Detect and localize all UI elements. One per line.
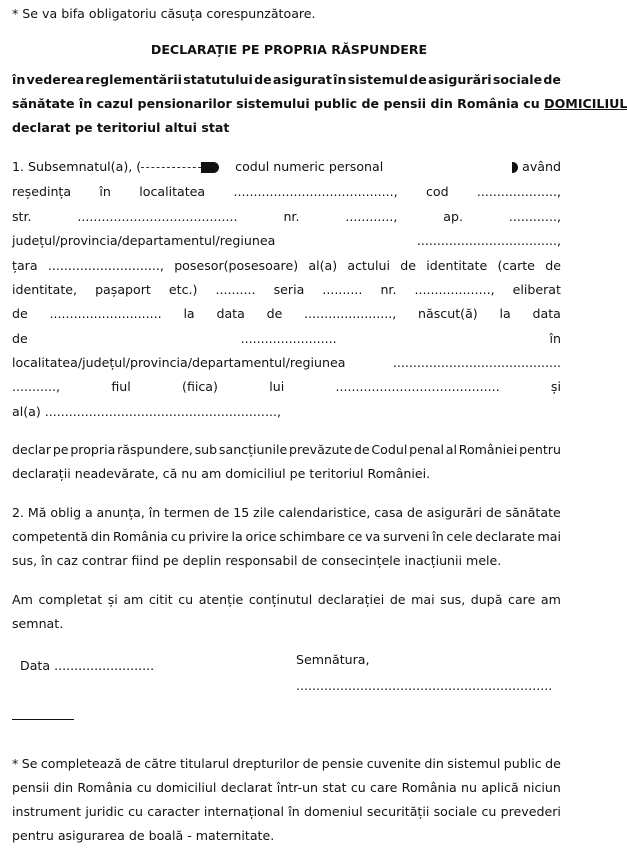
- word: termen: [164, 505, 210, 520]
- word: localitatea: [139, 184, 206, 199]
- word: 2.: [12, 505, 25, 520]
- word: ........................................,: [233, 184, 398, 199]
- word: și: [550, 379, 561, 394]
- cnp-label: codul numeric personal: [235, 159, 384, 174]
- p2-line-1: [12, 505, 561, 520]
- word: la: [183, 306, 195, 321]
- word: cu: [136, 780, 152, 795]
- word: al: [445, 442, 458, 457]
- name-field: [141, 167, 201, 168]
- word: de: [12, 331, 28, 346]
- word: sub: [194, 442, 218, 457]
- word: ...................,: [414, 282, 495, 297]
- word: str.: [12, 209, 32, 224]
- word: din: [424, 756, 444, 771]
- word: ..........................................: [392, 355, 561, 370]
- declar-line-1: [12, 442, 561, 457]
- word: de: [389, 592, 406, 607]
- footnote-line-2: [12, 780, 561, 795]
- word: penal: [409, 442, 445, 457]
- word: declarat: [220, 780, 273, 795]
- word: nu: [461, 780, 478, 795]
- word: de: [125, 756, 141, 771]
- document-title: DECLARAȚIE PE PROPRIA RĂSPUNDERE: [150, 42, 428, 57]
- word: Mă: [27, 505, 47, 520]
- word: României: [458, 442, 518, 457]
- word: lui: [269, 379, 285, 394]
- word: ........................: [240, 331, 337, 346]
- word: de: [485, 505, 502, 520]
- word: sus,: [440, 592, 466, 607]
- word: în: [288, 804, 300, 819]
- word: de: [302, 756, 319, 771]
- word: privire: [188, 529, 229, 544]
- intro-text: sănătate în cazul pensionarilor sistemului public de pensii din România cu: [12, 96, 545, 111]
- word: pensii: [12, 780, 50, 795]
- word: nr.: [283, 209, 300, 224]
- word: securității: [366, 804, 430, 819]
- word: domeniul: [303, 804, 363, 819]
- word: în: [99, 184, 111, 199]
- word: Codul: [371, 442, 408, 457]
- word: citit: [148, 592, 173, 607]
- word: țara: [12, 258, 38, 273]
- word: de: [407, 505, 423, 520]
- word: ............,: [345, 209, 398, 224]
- footnote-line-4: pentru asigurarea de boală - maternitate.: [12, 828, 275, 843]
- word: România: [112, 529, 169, 544]
- word: din: [90, 529, 111, 544]
- p1-line-6: [12, 282, 561, 297]
- word: în: [12, 72, 26, 87]
- word: al(a): [308, 258, 338, 273]
- word: juridic: [85, 804, 124, 819]
- word: data: [532, 306, 561, 321]
- signature-line: ................................................................: [296, 678, 553, 693]
- word: mai: [411, 592, 435, 607]
- word: prevăzute: [289, 442, 353, 457]
- word: actului: [347, 258, 390, 273]
- p1-line-8: [12, 331, 561, 346]
- word: va: [365, 529, 381, 544]
- word: ....................,: [476, 184, 561, 199]
- footnote-separator: [12, 719, 74, 720]
- word: domiciliul: [156, 780, 217, 795]
- word: cu: [178, 592, 194, 607]
- word: ...........,: [12, 379, 61, 394]
- word: pentru: [519, 442, 561, 457]
- word: în: [333, 72, 347, 87]
- word: oblig: [50, 505, 82, 520]
- word: *: [12, 756, 19, 771]
- word: ............................: [49, 306, 162, 321]
- word: Am: [12, 592, 33, 607]
- word: conținutul: [248, 592, 313, 607]
- word: ce: [347, 529, 363, 544]
- word: de: [400, 258, 416, 273]
- intro-line-1: [12, 72, 561, 87]
- word: de: [543, 72, 561, 87]
- word: de: [254, 72, 272, 87]
- word: data: [216, 306, 245, 321]
- word: vederea: [26, 72, 85, 87]
- word: sistemul: [347, 72, 408, 87]
- word: 15: [233, 505, 250, 520]
- word: internațional: [203, 804, 284, 819]
- word: schimbare: [279, 529, 345, 544]
- word: de: [213, 505, 230, 520]
- p1-line-4: [12, 233, 561, 248]
- word: sancțiunile: [218, 442, 288, 457]
- p1-line-2: [12, 184, 561, 199]
- word: am: [540, 592, 561, 607]
- word: cuvenite: [366, 756, 421, 771]
- avand-group: [512, 159, 561, 174]
- word: cu: [128, 804, 144, 819]
- word: sociale: [492, 72, 543, 87]
- word: declarației: [317, 592, 385, 607]
- domiciliul-word: DOMICILIUL: [544, 96, 627, 111]
- word: completează: [40, 756, 122, 771]
- word: la: [499, 306, 511, 321]
- declar-line-2: declarații neadevărate, că nu am domiciliul pe teritoriul României.: [12, 466, 431, 481]
- word: stat: [322, 780, 347, 795]
- completat-line-1: [12, 592, 561, 607]
- footnote-line-1: [12, 756, 561, 771]
- word: de: [545, 756, 561, 771]
- p2-line-2: [12, 529, 561, 544]
- completat-line-2: semnat.: [12, 616, 64, 631]
- word: aplică: [481, 780, 519, 795]
- p1-line-9: [12, 355, 561, 370]
- word: seria: [273, 282, 305, 297]
- word: orice: [245, 529, 277, 544]
- intro-line-2: [12, 96, 627, 111]
- word: sociale: [433, 804, 478, 819]
- p1-line-10: [12, 379, 561, 394]
- p1-line-1: [12, 159, 561, 174]
- word: propria: [70, 442, 116, 457]
- word: după: [470, 592, 503, 607]
- word: casa: [374, 505, 404, 520]
- word: la: [231, 529, 243, 544]
- word: instrument: [12, 804, 82, 819]
- word: completat: [38, 592, 103, 607]
- note-top: * Se va bifa obligatoriu căsuța corespunzătoare.: [12, 6, 316, 21]
- word: declarate: [475, 529, 535, 544]
- word: etc.): [168, 282, 198, 297]
- word: România: [77, 780, 133, 795]
- subsemnatul-label: 1. Subsemnatul(a), (: [12, 159, 142, 174]
- word: cu: [170, 529, 186, 544]
- word: ap.: [443, 209, 464, 224]
- word: care: [370, 780, 398, 795]
- word: și: [107, 592, 118, 607]
- word: (fiica): [182, 379, 218, 394]
- word: .........................................: [335, 379, 500, 394]
- word: identitate: [426, 258, 488, 273]
- p1-line-7: [12, 306, 561, 321]
- word: în: [148, 505, 161, 520]
- word: anunța,: [96, 505, 145, 520]
- word: reședința: [12, 184, 72, 199]
- word: de: [266, 306, 283, 321]
- word: ..........: [322, 282, 363, 297]
- word: sistemul: [447, 756, 501, 771]
- word: județul/provincia/departamentul/regiunea: [12, 233, 276, 248]
- word: România: [401, 780, 457, 795]
- word: nr.: [380, 282, 397, 297]
- p1-line-5: [12, 258, 561, 273]
- word: de: [409, 72, 427, 87]
- word: în: [549, 331, 561, 346]
- word: asigurări: [428, 72, 492, 87]
- footnote-line-3: [12, 804, 561, 819]
- word: drepturilor: [232, 756, 300, 771]
- date-field: Data .........................: [20, 658, 155, 673]
- word: pe: [52, 442, 69, 457]
- word: identitate,: [12, 282, 78, 297]
- word: atenție: [198, 592, 244, 607]
- word: pensie: [321, 756, 364, 771]
- word: Se: [21, 756, 38, 771]
- word: răspundere,: [117, 442, 193, 457]
- word: ............................,: [47, 258, 164, 273]
- word: din: [53, 780, 74, 795]
- word: fiul: [111, 379, 131, 394]
- word: localitatea/județul/provincia/departamentul/regiunea: [12, 355, 346, 370]
- word: ........................................: [77, 209, 238, 224]
- redaction-block-2: [512, 162, 518, 173]
- word: reglementării: [85, 72, 182, 87]
- avand-text: având: [522, 159, 561, 174]
- word: eliberat: [512, 282, 561, 297]
- redaction-block: [201, 162, 219, 173]
- word: de: [353, 442, 370, 457]
- word: către: [144, 756, 177, 771]
- p1-line-11: al(a) ..........................................................,: [12, 404, 281, 419]
- word: (carte: [497, 258, 535, 273]
- word: caracter: [147, 804, 200, 819]
- word: titularul: [179, 756, 230, 771]
- word: ..........: [215, 282, 256, 297]
- p2-line-3: sus, în caz contrar fiind pe deplin responsabil de consecințele inacțiunii mele.: [12, 553, 502, 568]
- word: cu: [350, 780, 366, 795]
- word: competentă: [12, 529, 88, 544]
- word: a: [84, 505, 93, 520]
- word: care: [508, 592, 536, 607]
- word: mai: [537, 529, 561, 544]
- word: pașaport: [95, 282, 151, 297]
- word: niciun: [523, 780, 561, 795]
- word: cele: [446, 529, 473, 544]
- word: statutului: [183, 72, 253, 87]
- word: cu: [481, 804, 497, 819]
- word: calendaristice,: [278, 505, 371, 520]
- word: ...................................,: [416, 233, 561, 248]
- word: posesor(posesoare): [174, 258, 299, 273]
- word: zile: [253, 505, 275, 520]
- intro-line-3: declarat pe teritoriul altui stat: [12, 120, 230, 135]
- word: sănătate: [505, 505, 561, 520]
- word: am: [123, 592, 144, 607]
- word: surveni: [383, 529, 430, 544]
- word: asigurat: [272, 72, 332, 87]
- p1-line-3: [12, 209, 561, 224]
- word: asigurări: [426, 505, 482, 520]
- word: de: [545, 258, 561, 273]
- word: cod: [425, 184, 449, 199]
- word: prevederi: [500, 804, 561, 819]
- word: ......................,: [304, 306, 397, 321]
- word: public: [503, 756, 542, 771]
- word: într-un: [276, 780, 319, 795]
- word: de: [12, 306, 28, 321]
- word: născut(ă): [418, 306, 478, 321]
- word: ............,: [508, 209, 561, 224]
- word: în: [432, 529, 444, 544]
- signature-label: Semnătura,: [296, 652, 370, 667]
- word: declar: [12, 442, 52, 457]
